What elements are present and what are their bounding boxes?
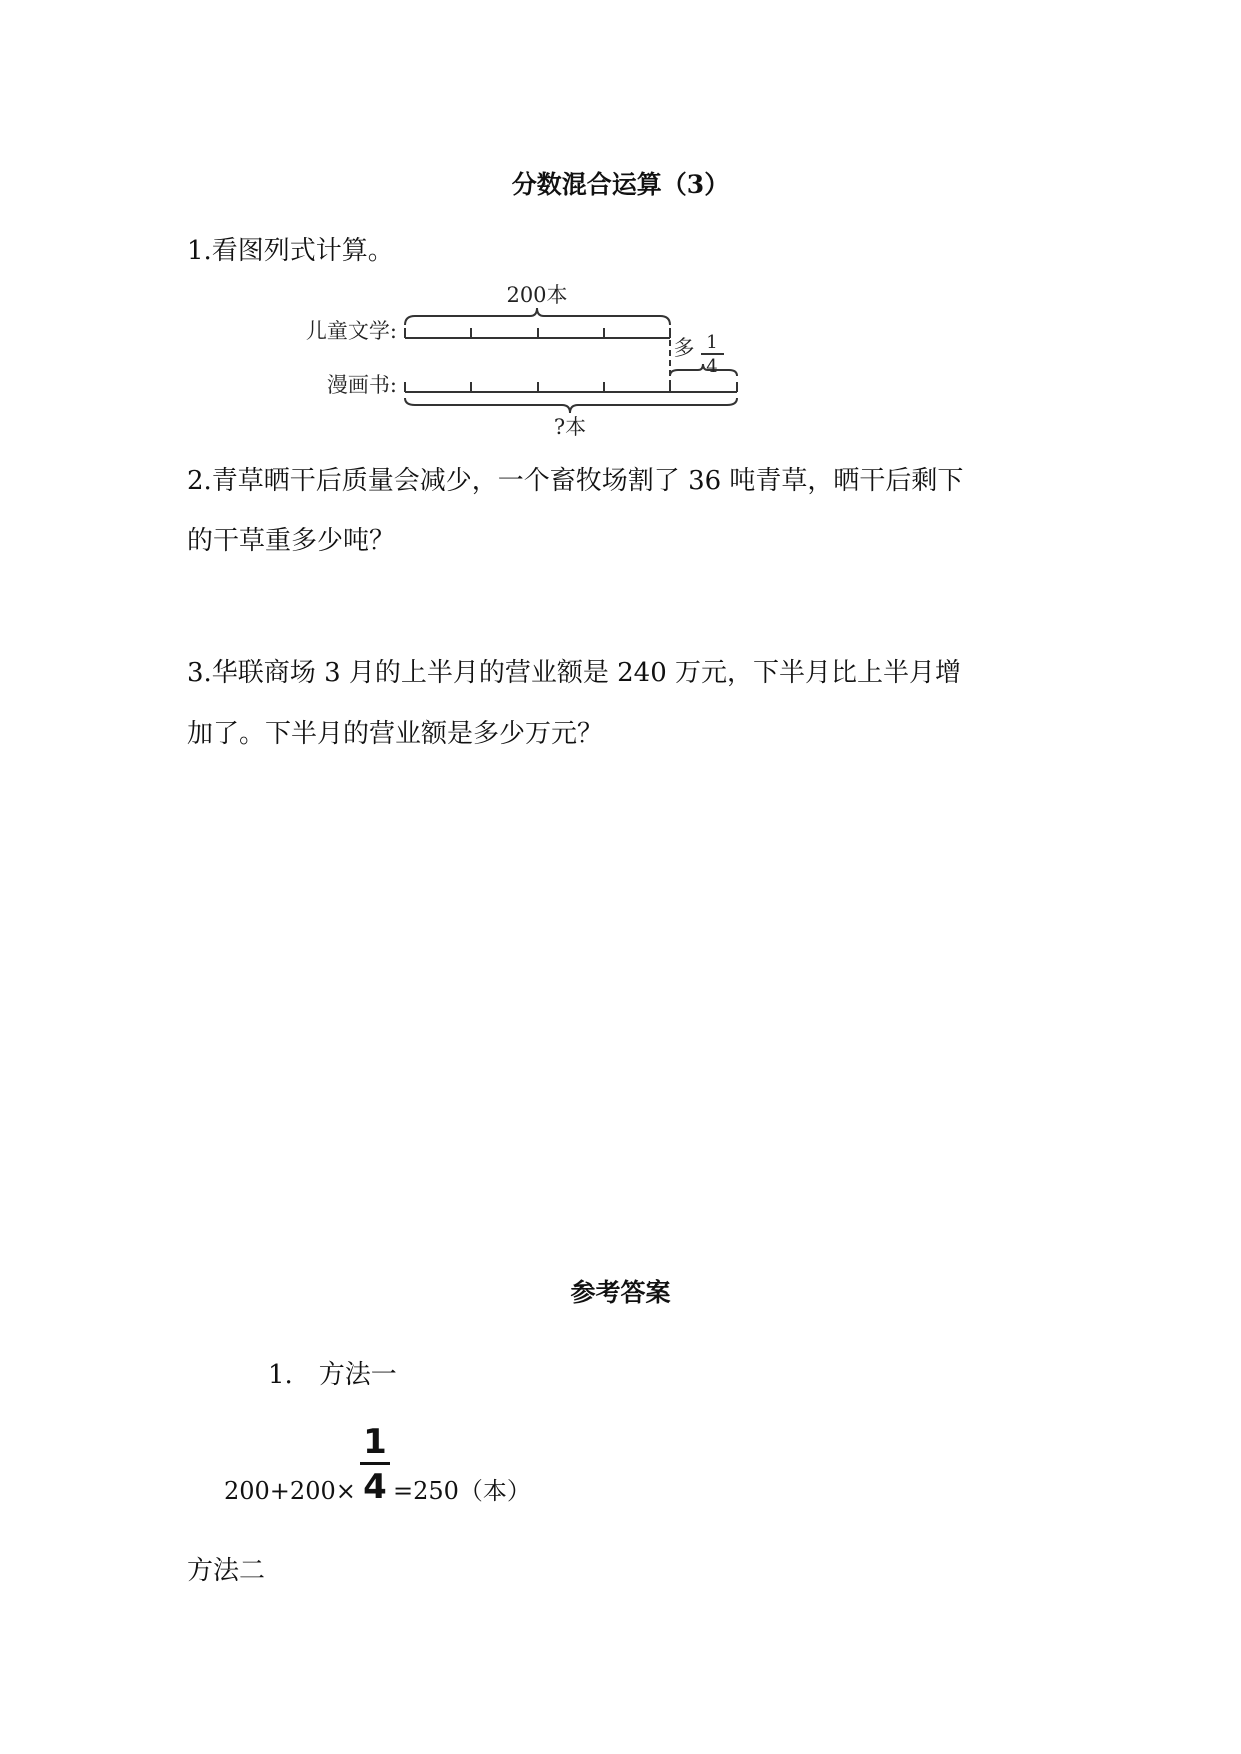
formula-left: 200+200× <box>224 1477 356 1505</box>
more-label: 多 <box>673 336 695 360</box>
frac-denominator: 4 <box>706 356 718 377</box>
formula-numerator: 1 <box>363 1422 387 1462</box>
row1-label: 儿童文学: <box>305 319 397 343</box>
top-brace <box>405 308 670 325</box>
frac-numerator: 1 <box>706 332 718 353</box>
formula-right: =250（本） <box>393 1477 531 1505</box>
row2-label: 漫画书: <box>326 373 397 397</box>
more-brace <box>670 364 737 376</box>
question-2-line-2: 的干草重多少吨？ <box>187 526 396 556</box>
answers-heading: 参考答案 <box>570 1278 671 1307</box>
answer-1-method-2: 方法二 <box>187 1556 266 1586</box>
fraction-bar <box>360 1462 390 1465</box>
question-3-line-1: 3.华联商场 3 月的上半月的营业额是 240 万元，下半月比上半月增 <box>187 658 962 688</box>
formula-denominator: 4 <box>363 1467 387 1507</box>
question-1: 1.看图列式计算。 <box>187 236 394 266</box>
question-3-line-2: 加了。下半月的营业额是多少万元？ <box>187 719 604 749</box>
bottom-label: ?本 <box>553 415 587 439</box>
bottom-brace <box>405 398 737 413</box>
answer-1-method-1: 1. 方法一 <box>268 1360 397 1390</box>
question-2-line-1: 2.青草晒干后质量会减少，一个畜牧场割了 36 吨青草，晒干后剩下 <box>187 466 964 496</box>
page-title: 分数混合运算（3） <box>511 170 730 199</box>
top-label: 200本 <box>506 283 568 307</box>
formula-fraction <box>360 1424 390 1505</box>
line-segment-diagram <box>0 0 1241 460</box>
